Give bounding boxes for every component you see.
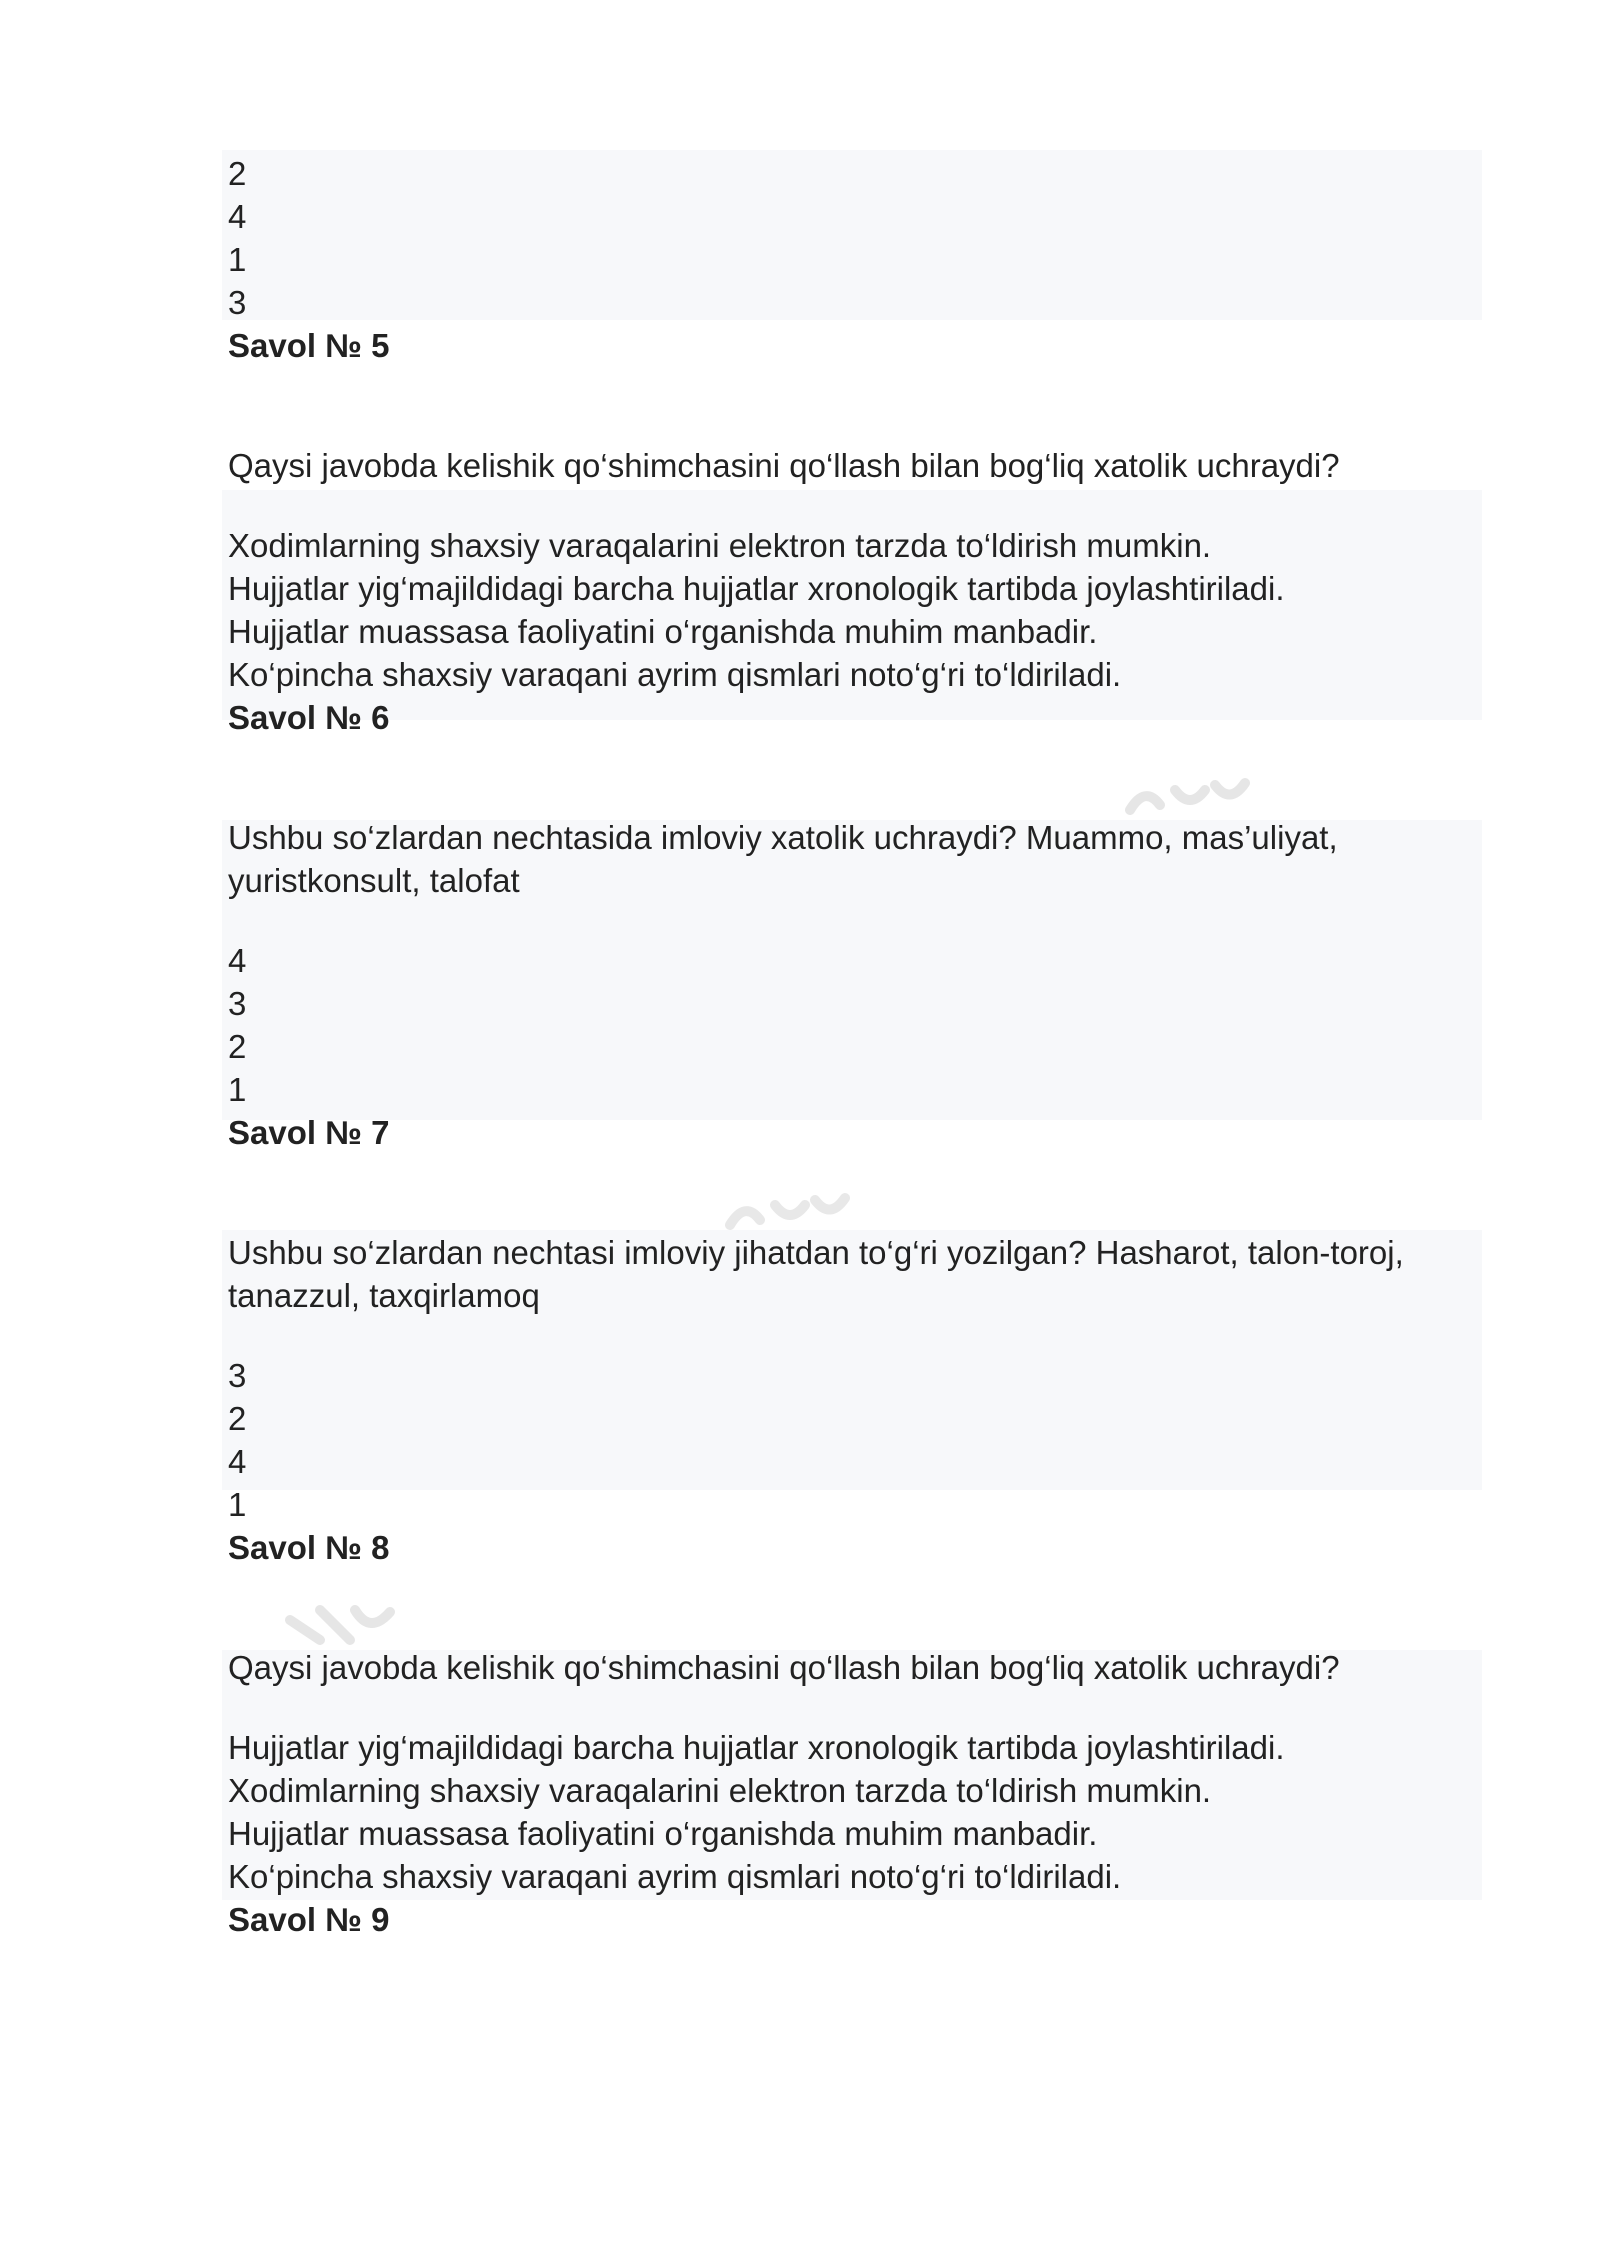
question-heading: Savol № 8 [228, 1529, 390, 1566]
answer-options [228, 1726, 1478, 1898]
answer-option[interactable]: 1 [228, 1486, 247, 1523]
question-text: Ushbu so‘zlardan nechtasida imloviy xatolik uchraydi? Muammo, mas’uliyat, yuristkonsult, talofat [228, 819, 1338, 899]
answer-option[interactable]: Hujjatlar yig‘majildidagi barcha hujjatlar xronologik tartibda joylashtiriladi. [228, 570, 1285, 607]
answer-options [228, 152, 1478, 324]
answer-option[interactable]: 2 [228, 1400, 247, 1437]
question-text: Qaysi javobda kelishik qo‘shimchasini qo‘llash bilan bog‘liq xatolik uchraydi? [228, 1649, 1340, 1686]
answer-option[interactable]: Hujjatlar muassasa faoliyatini o‘rganishda muhim manbadir. [228, 613, 1098, 650]
answer-option[interactable]: Hujjatlar muassasa faoliyatini o‘rganishda muhim manbadir. [228, 1815, 1098, 1852]
answer-option[interactable]: Ko‘pincha shaxsiy varaqani ayrim qismlari noto‘g‘ri to‘ldiriladi. [228, 656, 1122, 693]
answer-option[interactable]: 4 [228, 198, 247, 235]
answer-option[interactable]: 1 [228, 241, 247, 278]
answer-option[interactable]: 4 [228, 1443, 247, 1480]
answer-option[interactable]: Xodimlarning shaxsiy varaqalarini elektron tarzda to‘ldirish mumkin. [228, 1772, 1212, 1809]
answer-option[interactable]: Ko‘pincha shaxsiy varaqani ayrim qismlari noto‘g‘ri to‘ldiriladi. [228, 1858, 1122, 1895]
answer-option[interactable]: 4 [228, 942, 247, 979]
answer-option[interactable]: 1 [228, 1071, 247, 1108]
question-heading: Savol № 7 [228, 1114, 390, 1151]
question-heading: Savol № 9 [228, 1901, 390, 1938]
question-text: Ushbu so‘zlardan nechtasi imloviy jihatdan to‘g‘ri yozilgan? Hasharot, talon-toroj, tanazzul, taxqirlamoq [228, 1234, 1404, 1314]
answer-option[interactable]: 2 [228, 1028, 247, 1065]
answer-options [228, 524, 1478, 696]
quiz-content [228, 152, 1478, 1941]
question-text: Qaysi javobda kelishik qo‘shimchasini qo‘llash bilan bog‘liq xatolik uchraydi? [228, 447, 1340, 484]
answer-option[interactable]: 3 [228, 985, 247, 1022]
answer-option[interactable]: Hujjatlar yig‘majildidagi barcha hujjatlar xronologik tartibda joylashtiriladi. [228, 1729, 1285, 1766]
question-heading: Savol № 5 [228, 327, 390, 364]
answer-option[interactable]: Xodimlarning shaxsiy varaqalarini elektron tarzda to‘ldirish mumkin. [228, 527, 1212, 564]
answer-option[interactable]: 2 [228, 155, 247, 192]
question-heading: Savol № 6 [228, 699, 390, 736]
answer-option[interactable]: 3 [228, 1357, 247, 1394]
answer-options [228, 1354, 1478, 1526]
answer-option[interactable]: 3 [228, 284, 247, 321]
answer-options [228, 939, 1478, 1111]
